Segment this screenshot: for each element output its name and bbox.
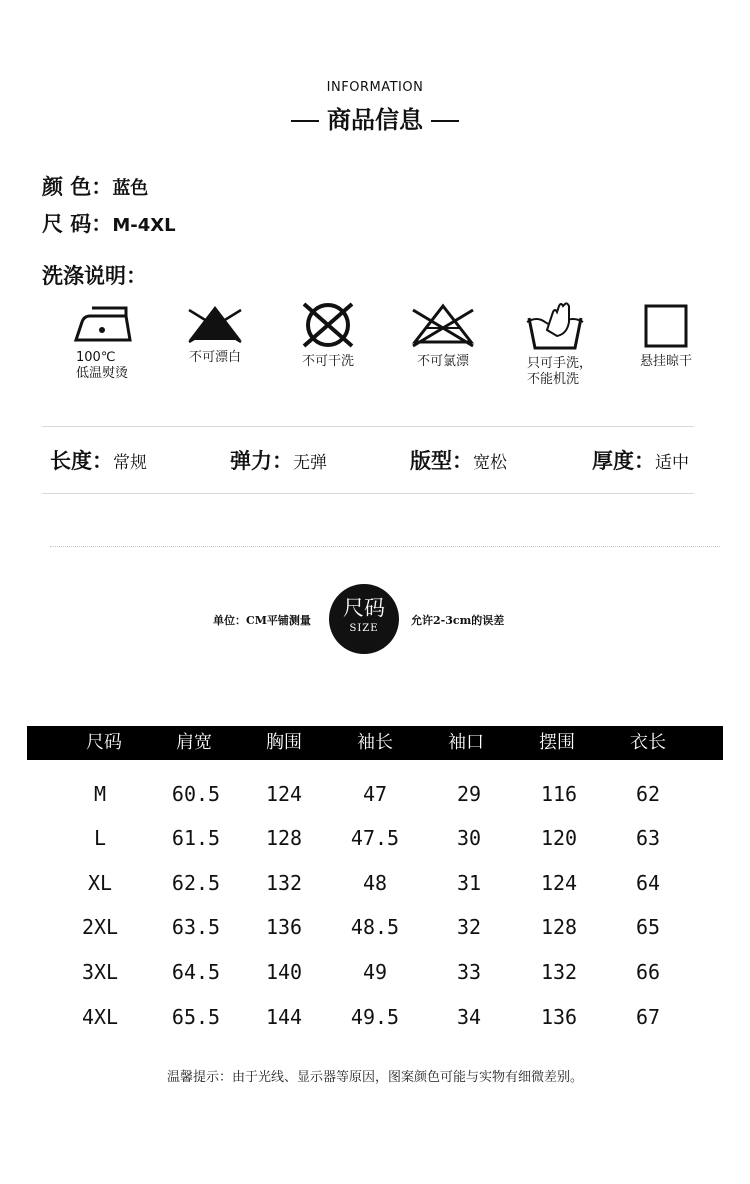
wash-item-hang-dry bbox=[616, 300, 716, 370]
table-cell: 65 bbox=[635, 915, 661, 939]
wash-item-no-bleach bbox=[165, 300, 265, 366]
property-elasticity bbox=[230, 445, 327, 475]
table-cell: 48 bbox=[362, 871, 388, 895]
size-label: 尺 码： bbox=[42, 212, 113, 236]
table-cell: 124 bbox=[540, 871, 578, 895]
table-cell: 49 bbox=[362, 960, 388, 984]
table-header-cell: 胸围 bbox=[266, 732, 302, 753]
property-fit-value: 宽松 bbox=[473, 453, 507, 473]
table-cell: 47.5 bbox=[350, 826, 400, 850]
table-cell: M bbox=[93, 782, 107, 806]
size-badge-cn: 尺码 bbox=[343, 596, 385, 620]
no-bleach-icon bbox=[183, 300, 247, 346]
table-cell: 128 bbox=[540, 915, 578, 939]
table-header-cell: 袖口 bbox=[448, 732, 484, 753]
table-cell: 136 bbox=[540, 1005, 578, 1029]
wash-item-hand-wash bbox=[505, 300, 605, 388]
table-cell: 29 bbox=[456, 782, 482, 806]
iron-low-temp-icon bbox=[72, 300, 136, 346]
section-title-text: 商品信息 bbox=[327, 106, 423, 134]
unit-note: 单位：CM平铺测量 bbox=[213, 614, 311, 627]
table-cell: 128 bbox=[265, 826, 303, 850]
hand-wash-icon bbox=[523, 300, 587, 352]
wash-item-no-dry-clean bbox=[278, 300, 378, 370]
table-cell: 30 bbox=[456, 826, 482, 850]
wash-item-no-chlorine bbox=[393, 300, 493, 370]
table-cell: 33 bbox=[456, 960, 482, 984]
table-cell: 132 bbox=[265, 871, 303, 895]
wash-text-iron: 100℃ 低温熨烫 bbox=[76, 350, 129, 381]
no-dry-clean-icon bbox=[296, 300, 360, 350]
size-badge bbox=[329, 584, 399, 654]
title-dash-left bbox=[291, 120, 319, 122]
property-length-key: 长度： bbox=[50, 449, 113, 473]
size-badge-en: SIZE bbox=[349, 623, 379, 634]
dotted-divider bbox=[50, 546, 720, 547]
table-cell: 120 bbox=[540, 826, 578, 850]
size-value: M-4XL bbox=[112, 215, 176, 236]
table-row bbox=[0, 1005, 750, 1029]
size-attribute bbox=[42, 208, 176, 238]
table-header-cell: 摆围 bbox=[539, 732, 575, 753]
table-cell: 136 bbox=[265, 915, 303, 939]
table-cell: 2XL bbox=[81, 915, 119, 939]
section-subtitle-en: INFORMATION bbox=[326, 80, 424, 95]
property-fit bbox=[410, 445, 507, 475]
table-row bbox=[0, 782, 750, 806]
section-title bbox=[0, 100, 750, 135]
table-row bbox=[0, 871, 750, 895]
table-cell: 67 bbox=[635, 1005, 661, 1029]
property-fit-key: 版型： bbox=[410, 449, 473, 473]
table-cell: 62 bbox=[635, 782, 661, 806]
table-cell: 63 bbox=[635, 826, 661, 850]
table-row bbox=[0, 960, 750, 984]
table-cell: 144 bbox=[265, 1005, 303, 1029]
property-length-value: 常规 bbox=[113, 453, 147, 473]
table-header-cell: 肩宽 bbox=[176, 732, 212, 753]
tolerance-note: 允许2-3cm的误差 bbox=[411, 614, 505, 627]
table-row bbox=[0, 826, 750, 850]
table-cell: 4XL bbox=[81, 1005, 119, 1029]
property-elasticity-value: 无弹 bbox=[293, 453, 327, 473]
property-thickness-key: 厚度： bbox=[592, 449, 655, 473]
table-cell: 140 bbox=[265, 960, 303, 984]
title-dash-right bbox=[431, 120, 459, 122]
color-value: 蓝色 bbox=[112, 178, 149, 199]
table-cell: 47 bbox=[362, 782, 388, 806]
table-cell: 116 bbox=[540, 782, 578, 806]
table-cell: 32 bbox=[456, 915, 482, 939]
table-cell: XL bbox=[87, 871, 113, 895]
table-cell: 61.5 bbox=[171, 826, 221, 850]
wash-title: 洗涤说明： bbox=[42, 264, 147, 288]
color-label: 颜 色： bbox=[42, 175, 113, 199]
table-header-cell: 衣长 bbox=[630, 732, 666, 753]
wash-text-hang-dry: 悬挂晾干 bbox=[639, 354, 692, 369]
table-row bbox=[0, 915, 750, 939]
table-cell: 31 bbox=[456, 871, 482, 895]
table-header-cell: 尺码 bbox=[86, 732, 122, 753]
property-thickness-value: 适中 bbox=[655, 453, 689, 473]
table-cell: 65.5 bbox=[171, 1005, 221, 1029]
table-cell: L bbox=[93, 826, 107, 850]
table-cell: 64.5 bbox=[171, 960, 221, 984]
table-cell: 64 bbox=[635, 871, 661, 895]
table-cell: 60.5 bbox=[171, 782, 221, 806]
hang-dry-icon bbox=[634, 300, 698, 350]
table-cell: 48.5 bbox=[350, 915, 400, 939]
wash-item-iron bbox=[54, 300, 154, 382]
wash-text-hand-wash: 只可手洗， 不能机洗 bbox=[527, 356, 593, 387]
table-cell: 124 bbox=[265, 782, 303, 806]
table-cell: 49.5 bbox=[350, 1005, 400, 1029]
table-cell: 132 bbox=[540, 960, 578, 984]
divider-bottom bbox=[42, 493, 694, 494]
divider-top bbox=[42, 426, 694, 427]
wash-text-no-chlorine: 不可氯漂 bbox=[416, 354, 469, 369]
table-cell: 3XL bbox=[81, 960, 119, 984]
wash-text-no-dry-clean: 不可干洗 bbox=[301, 354, 354, 369]
property-elasticity-key: 弹力： bbox=[230, 449, 293, 473]
color-attribute bbox=[42, 171, 148, 201]
table-cell: 34 bbox=[456, 1005, 482, 1029]
wash-text-no-bleach: 不可漂白 bbox=[188, 350, 241, 365]
table-cell: 63.5 bbox=[171, 915, 221, 939]
no-chlorine-bleach-icon bbox=[409, 300, 477, 350]
table-cell: 62.5 bbox=[171, 871, 221, 895]
table-cell: 66 bbox=[635, 960, 661, 984]
property-length bbox=[50, 445, 147, 475]
footer-note: 温馨提示：由于光线、显示器等原因，图案颜色可能与实物有细微差别。 bbox=[166, 1070, 583, 1085]
size-table-header bbox=[27, 726, 723, 760]
property-thickness bbox=[592, 445, 689, 475]
table-header-cell: 袖长 bbox=[357, 732, 393, 753]
